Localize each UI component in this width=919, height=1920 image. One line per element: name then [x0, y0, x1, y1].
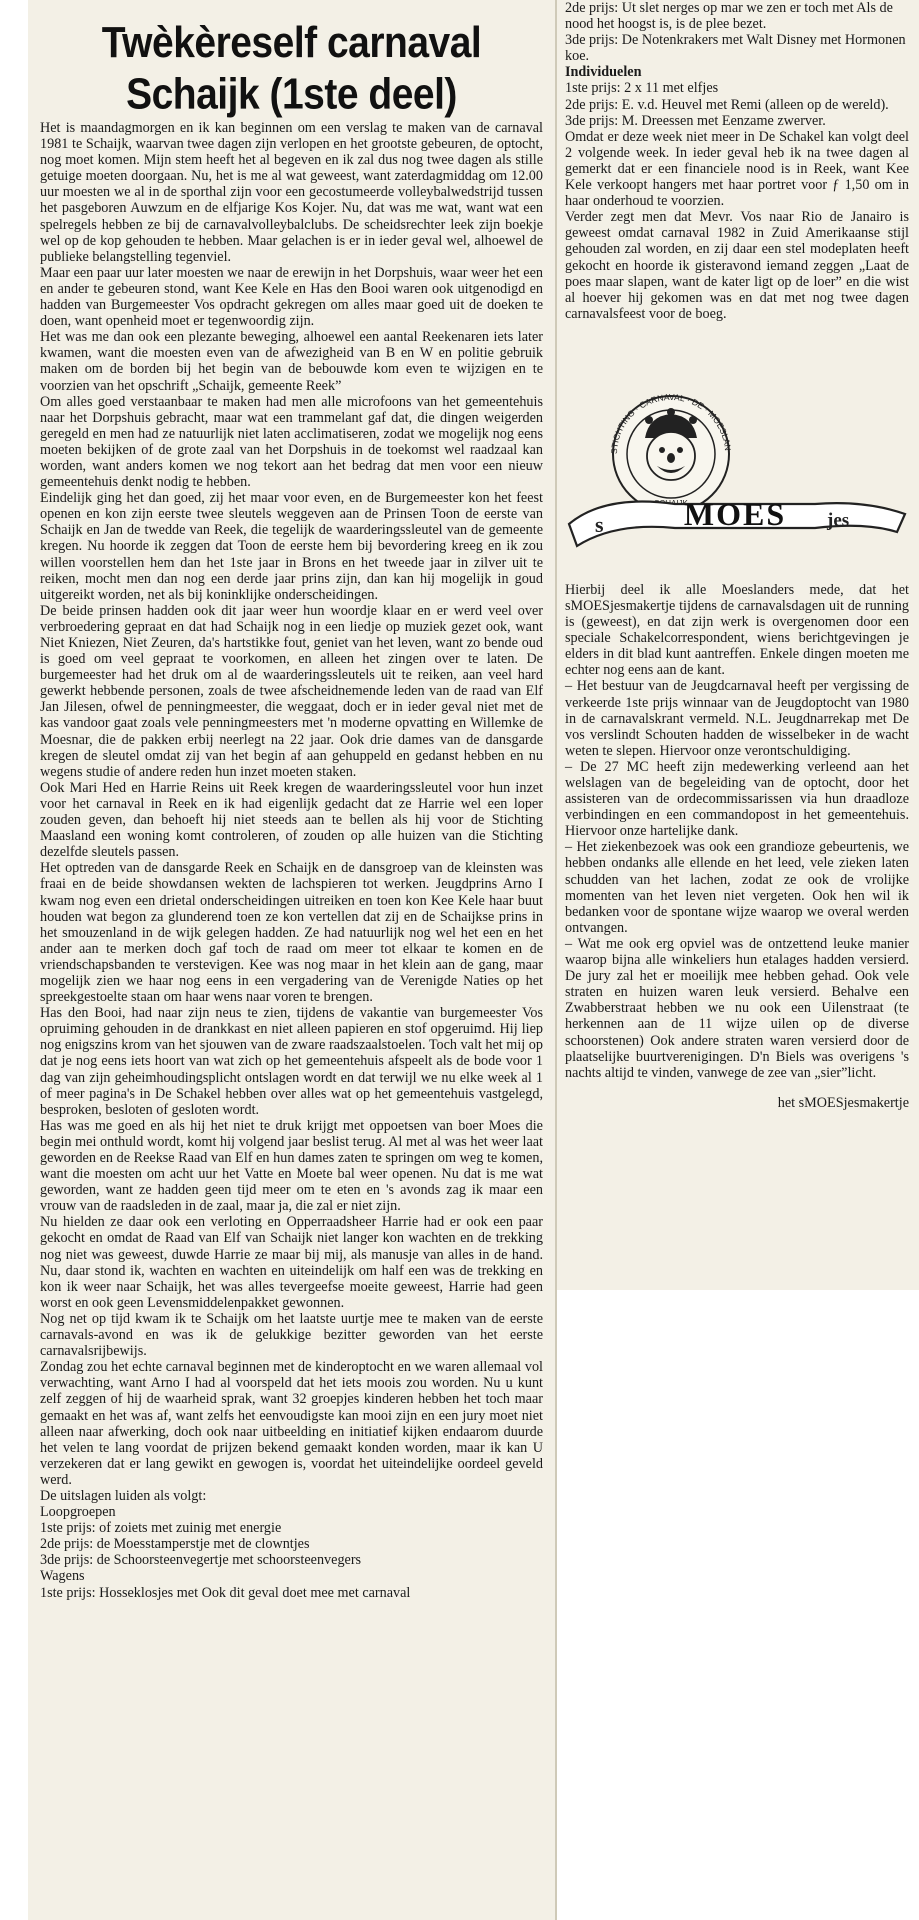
- article-headline: [40, 18, 543, 121]
- article-paragraph: Has den Booi, had naar zijn neus te zien, tijdens de vakantie van burgemeester Vos opruiming gehouden in de drankkast en niet alleen papieren en stof opgeruimd. Hij liep nog enigszins krom van het sjouwen van de zware raadszaalstoelen. Toch valt het mij op dat je nog eens iets hoort van wat zich op het gemeentehuis afspeelt als de bode voor 1 dag van zijn geheimhoudingsplicht ontslagen wordt en dat terwijl we nu elke week al 1 of meer pagina's in De Schakel hebben over alles wat op het gemeentehuis vastgelegd, besproken, besloten of gesloten wordt.: [40, 1005, 543, 1118]
- results-item: 1ste prijs: Hosseklosjes met Ook dit geval doet mee met carnaval: [40, 1584, 411, 1601]
- results-heading-wagens: Wagens: [40, 1568, 85, 1585]
- article-paragraph: Het was me dan ook een plezante beweging, alhoewel een aantal Reekenaren iets later kwamen, want die moesten even van de afwezigheid van B en W en politie gebruik maken om de borden bij het begin van de bebouwde kom even te wijzigen en te voorzien van het opschrift „Schaijk, gemeente Reek”: [40, 329, 543, 394]
- moesjes-logo: [565, 382, 909, 560]
- results-item: 2de prijs: de Moesstamperstje met de clowntjes: [40, 1536, 310, 1553]
- results-heading-loopgroepen: Loopgroepen: [40, 1504, 116, 1521]
- article-paragraph: Het optreden van de dansgarde Reek en Schaijk en de dansgroep van de kleinsten was fraai en de beide showdansen wekten de lachspieren tot werken. Jeugdprins Arno I kwam nog even een drietal onderscheidingen uitreiken en toen kon Kee Kele haar buut houden wat begon za glunderend toen ze kon vertellen dat zij en de Schaijkse prins in het smouzenland in de wijk gelegen hadden. Ze had natuurlijk nog wel het een en het ander aan te merken doch gaf toch de raad om meer tot elkaar te komen en de vriendschapsbanden te verstevigen. Kee was nog maar in het klein aan de gang, maar mogelijk zien we haar nog eens in een vergadering van de Verenigde Naties op het spreekgestoelte staan om haar wens naar voren te brengen.: [40, 860, 543, 1006]
- headline-line-1: Twèkèreself carnaval: [101, 19, 482, 68]
- banner-s: s: [595, 511, 604, 537]
- emblem-ring-text: STICHTING · CARNAVAL · DE · MOESLAN: [608, 391, 733, 455]
- results-item: 3de prijs: De Notenkrakers met Walt Disney met Hormonen koe.: [565, 32, 906, 65]
- article-paragraph: Om alles goed verstaanbaar te maken had men alle microfoons van het gemeentehuis naar het Dorpshuis gebracht, maar wat een trammelant gaf dat, die dingen weigerden geregeld en men had ze natuurlijk niet laten acclimatiseren, zodat we mogelijk nog eens moeten bekijken of de grote zaal van het Dorpshuis in de toekomst wel raadzaal kan worden, want anders komen we nog tekort aan het bedrag dat men voor een nieuw gemeentehuis denkt nodig te hebben.: [40, 393, 543, 491]
- column-paragraph: – Wat me ook erg opviel was de ontzettend leuke manier waarop bijna alle winkeliers hun etalages hadden versierd. De jury zal het er moeilijk mee hebben gehad. Ook vele straten en huizen waren leuk versierd. Behalve een Zwabberstraat hebben we nu ook een Uilenstraat (te herkennen aan de 11 wijze uilen op de diverse schoorstenen) Ook andere straten waren versierd door de plaatselijke buurtverenigingen. D'n Biels was overigens 's nachts altijd te vinden, vanwege de zee van „sier”licht.: [565, 935, 909, 1081]
- article-paragraph: Has was me goed en als hij het niet te druk krijgt met oppoetsen van boer Moes die begin mei onthuld wordt, komt hij volgend jaar beslist terug. Al met al was het weer laat geworden en de Reekse Raad van Elf en hun dames zaten te springen om weg te komen, want die moesten om acht uur het Vatte en Moete bal weer openen. Nu dat is me wat geworden, want ze hadden geen tijd meer om te eten en 's avonds zag ik maar een vrouw van de raadsleden in de zaal, maar ja, die zal er niet zijn.: [40, 1117, 543, 1215]
- results-item: 3de prijs: M. Dreessen met Eenzame zwerver.: [565, 112, 826, 129]
- article-paragraph: Eindelijk ging het dan goed, zij het maar voor even, en de Burgemeester kon het feest openen en kon zijn eerste twee sleutels weggeven aan de Prinsen Toon de eerste van Schaijk en Jan de twedde van Reek, die tegelijk de waarderingssleutel van de gemeente kregen. Nu hoorde ik zeggen dat Toon de eerste hem bij bevordering kreeg en ik zou willen voorstellen hem dan het 1ste jaar in Brons en het tweede jaar in zilver uit te reiken, mocht men dan nog een derde jaar prins zijn, dan kan hij mogelijk in goud uitgereikt worden, net als bij koninklijke onderscheidingen.: [40, 490, 543, 603]
- article-paragraph: Het is maandagmorgen en ik kan beginnen om een verslag te maken van de carnaval 1981 te Schaijk, waarvan twee dagen zijn verlopen en het grootste gebeuren, de optocht, nog moet komen. Mijn stem heeft het al begeven en ik zal dus nog twee dagen als stille getuige moeten doorgaan. Nu, het is me al wat geweest, want zaterdagmiddag om 12.00 uur moesten we al in de sporthal zijn voor een gecostumeerde volleybalwedstrijd tussen het pasgeboren Auwzum en de elfjarige Kos Kojer. Nu, dat was me wat, want wat een spelregels hebben ze bij de carnavalvolleybalclubs. De scheidsrechter leek zijn boekje wel op de kop gehouden te hebben. Maar gelachen is er in ieder geval wel, alhoewel de publieke belangstelling tegenviel.: [40, 120, 543, 265]
- results-item: 1ste prijs: 2 x 11 met elfjes: [565, 80, 719, 97]
- moeslanders-emblem: [565, 382, 909, 560]
- article-paragraph: Verder zegt men dat Mevr. Vos naar Rio de Janairo is geweest omdat carnaval 1982 in Zuid Amerikaanse stijl gehouden zal worden, en zij daar een stel modeplaten heeft gekocht en hoorde ik gisteravond iemand zeggen „Laat de poes maar slapen, want de kater ligt op de loer” en die wist al hoever hij gekomen was en dat met nog twee dagen carnavalsfeest voor de boeg.: [565, 209, 909, 322]
- banner-jes: jes: [827, 509, 850, 531]
- column-paragraph: Hierbij deel ik alle Moeslanders mede, dat het sMOESjesmakertje tijdens de carnavalsdagen uit de running is (geweest), en dat zijn werk is overgenomen door een speciale Schakelcorrespondent, wiens berichtgevingen je elders in dit blad kunt aantreffen. Enkele dingen moeten me echter nog eens aan de kant.: [565, 581, 909, 679]
- results-item: 1ste prijs: of zoiets met zuinig met energie: [40, 1520, 282, 1537]
- article-column-left: [28, 0, 555, 1920]
- article-paragraph: Nu hielden ze daar ook een verloting en Opperraadsheer Harrie had er ook een paar gekocht en omdat de Raad van Elf van Schaijk niet langer kon wachten en de trekking nog niet was geweest, duwde Harrie ze maar bij mij, als manusje van alles in de hand. Nu, daar stond ik, wachten en wachten en uiteindelijk om half een was de trekking en kon ik weer naar Schaijk, het was alles tevergeefse moeite geweest, Harrie had geen worst en ook geen Levensmiddelenpakket gewonnen.: [40, 1214, 543, 1311]
- results-heading-individuelen: Individuelen: [565, 64, 642, 81]
- column-paragraph: – Het bestuur van de Jeugdcarnaval heeft per vergissing de verkeerde 1ste prijs winnaar van de Jeugdoptocht van 1980 in de carnavalskrant vermeld. N.L. Jeugdnarrekap met De vos verslindt Schouten hadden de wisselbeker in de wacht weten te slepen. Hiervoor onze verontschuldiging.: [565, 678, 909, 759]
- column-paragraph: – De 27 MC heeft zijn medewerking verleend aan het welslagen van de begeleiding van de optocht, door het assisteren van de ordecommissarissen via hun draadloze verbindingen en een commandopost in het gemeentehuis. Hiervoor onze hartelijke dank.: [565, 758, 909, 840]
- results-item: 2de prijs: E. v.d. Heuvel met Remi (alleen op de wereld).: [565, 96, 889, 113]
- banner-moes: MOES: [683, 495, 787, 532]
- article-body: [40, 120, 543, 1601]
- column-paragraph: – Het ziekenbezoek was ook een grandioze gebeurtenis, we hebben ondanks alle ellende en het leed, vele zieken laten schudden van het lachen, zodat ze ook de vrolijke momenten van het leven niet vergeten. Ook hen wil ik bedanken voor de spontane wijze waarop we overal werden ontvangen.: [565, 839, 909, 936]
- article-paragraph: Nog net op tijd kwam ik te Schaijk om het laatste uurtje mee te maken van de eerste carnavals-avond en was ik de gelukkige bezitter geworden van het eerste carnavalsrijbewijs.: [40, 1310, 543, 1360]
- article-column-right: [557, 0, 919, 1290]
- article-paragraph: De beide prinsen hadden ook dit jaar weer hun woordje klaar en er werd veel over verbroedering gepraat en dat had Schaijk nog in een liedje op muziek gezet ook, want Niet Kniezen, Niet Zeuren, da's hartstikke fout, geniet van het leven, want zo bende oud is goed om veel gepraat te voorkomen, en alleen het zingen over te laten. De burgemeester had het druk om al de waarderingssleutels uit te reiken, aan veel hard gewerkt hebbende personen, zoals de twee afscheidnemende leden van de raad van Elf Jan Jilesen, ofwel de penningmeester, die weggaat, doch er in ieder geval niet met de kas vandoor gaat zoals vele penningmeesters met 'n moderne opvatting en Willemke de Moesnar, die de pakken erbij neerlegt na 22 jaar. Ook drie dames van de dansgarde kregen de sleutel omdat zij van het begin af aan gehuppeld en gedanst hebben en nu wegens studie of andere reden hun inzet moeten staken.: [40, 602, 543, 780]
- article-paragraph: Maar een paar uur later moesten we naar de erewijn in het Dorpshuis, waar weer het een en ander te gebeuren stond, want Kee Kele en Has den Booi waren ook uitgenodigd en hadden van Burgemeester Vos opdracht gekregen om alles maar goed uit de doeken te doen, want openheid moet er tegenwoordig zijn.: [40, 264, 543, 330]
- moesjes-banner: [569, 496, 905, 546]
- article-paragraph: De uitslagen luiden als volgt:: [40, 1487, 207, 1504]
- article-paragraph: Ook Mari Hed en Harrie Reins uit Reek kregen de waarderingssleutel voor hun inzet voor het carnaval in Reek en ik had eigenlijk gedacht dat ze Harrie wel een loper zouden geven, dan behoeft hij niet steeds aan te bellen als hij voor de Stichting Maasland een woning komt controleren, of zouden op alle huizen van die Stichting dezelfde sleutels passen.: [40, 779, 543, 861]
- headline-line-2: Schaijk (1ste deel): [126, 70, 457, 119]
- moesjes-column: [565, 582, 909, 1112]
- article-paragraph: Zondag zou het echte carnaval beginnen met de kinderoptocht en we waren allemaal vol verwachting, want Arno I had al voorspeld dat het iets moois zou worden. Nu u kunt zelf zeggen of hij de waarheid sprak, want 32 groepjes kinderen hebben het toch maar gemaakt en het was af, want zelfs het eenvoudigste kan mooi zijn en een jury moet niet alleen naar afwerking, doch ook naar uitbeelding en initiatief kijken endaarom duurde het velen te lang voordat de prijzen bekend gemaakt konden worden, maar ik kan U verzekeren dat er lang gewikt en gewogen is, voordat het uiteindelijke oordeel geveld werd.: [40, 1359, 543, 1488]
- jester-face-icon: [645, 408, 697, 480]
- column-signature: het sMOESjesmakertje: [777, 1094, 909, 1111]
- results-item: 2de prijs: Ut slet nerges op mar we zen er toch met Als de nood het hoogst is, is de plee bezet.: [565, 0, 893, 33]
- results-item: 3de prijs: de Schoorsteenvegertje met schoorsteenvegers: [40, 1552, 362, 1569]
- article-paragraph: Omdat er deze week niet meer in De Schakel kan volgt deel 2 volgende week. In ieder geval heb ik na twee dagen al gemerkt dat er een financiele nood is in Reek, want Kee Kele verkoopt hangers met haar portret voor ƒ 1,50 om in haar onderhoud te voorzien.: [565, 128, 909, 210]
